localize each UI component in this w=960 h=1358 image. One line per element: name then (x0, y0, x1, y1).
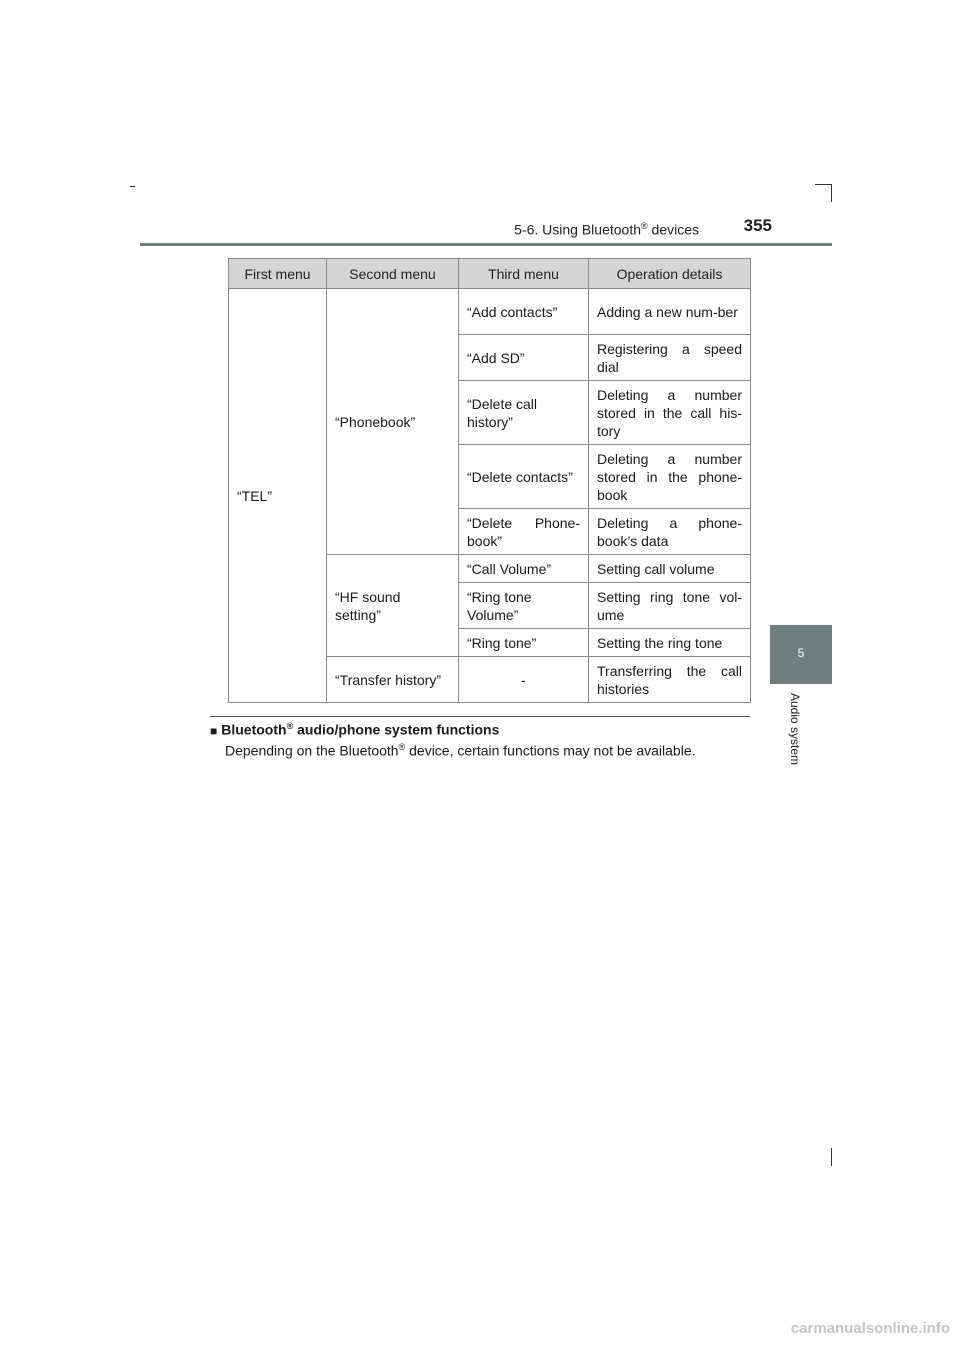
operation-details-cell: Adding a new num-ber (589, 289, 751, 335)
table-header-row (229, 259, 751, 289)
third-menu-cell: “Delete call history” (459, 381, 589, 445)
section-title-text: 5-6. Using Bluetooth (514, 221, 641, 238)
operation-details-cell: Setting call volume (589, 555, 751, 583)
crop-mark-top-right-vertical (831, 184, 832, 202)
section-divider (210, 716, 750, 717)
second-menu-cell: “Transfer history” (327, 657, 459, 703)
menu-table (228, 258, 751, 703)
section-heading (210, 721, 499, 738)
third-menu-cell: “Call Volume” (459, 555, 589, 583)
second-menu-cell: “HF sound setting” (327, 555, 459, 657)
header-first-menu: First menu (229, 259, 327, 289)
operation-details-cell: Transferring the call histories (589, 657, 751, 703)
operation-details-cell: Setting the ring tone (589, 629, 751, 657)
section-body-text: Depending on the Bluetooth (225, 742, 399, 759)
registered-mark: ® (641, 221, 648, 231)
header-third-menu: Third menu (459, 259, 589, 289)
table-row (229, 289, 751, 335)
chapter-tab (770, 625, 832, 684)
crop-mark-dash (130, 186, 135, 187)
operation-details-cell: Setting ring tone vol-ume (589, 583, 751, 629)
header-second-menu: Second menu (327, 259, 459, 289)
section-body-suffix: device, certain functions may not be available. (405, 742, 696, 759)
second-menu-cell: “Phonebook” (327, 289, 459, 555)
crop-mark-bottom-right (831, 1148, 832, 1166)
section-heading-suffix: audio/phone system functions (293, 721, 500, 738)
operation-details-cell: Deleting a number stored in the call his-tory (589, 381, 751, 445)
chapter-number: 5 (797, 646, 805, 660)
third-menu-cell: “Ring tone Volume” (459, 583, 589, 629)
third-menu-cell: “Delete Phone-book” (459, 509, 589, 555)
first-menu-cell: “TEL” (229, 289, 327, 703)
third-menu-cell: “Delete contacts” (459, 445, 589, 509)
third-menu-cell: “Add contacts” (459, 289, 589, 335)
chapter-label: Audio system (788, 693, 802, 766)
third-menu-cell: - (459, 657, 589, 703)
operation-details-cell: Registering a speed dial (589, 335, 751, 381)
third-menu-cell: “Add SD” (459, 335, 589, 381)
header-operation-details: Operation details (589, 259, 751, 289)
registered-mark: ® (286, 721, 294, 731)
watermark: carmanualsonline.info (790, 1320, 950, 1337)
operation-details-cell: Deleting a number stored in the phone-book (589, 445, 751, 509)
header-divider (140, 243, 832, 246)
section-title (514, 221, 699, 238)
registered-mark: ® (398, 742, 406, 752)
section-body (225, 742, 696, 759)
section-heading-text: Bluetooth (221, 721, 287, 738)
section-title-suffix: devices (647, 221, 699, 238)
page-header (140, 212, 832, 246)
square-bullet-icon: ■ (210, 723, 218, 738)
third-menu-cell: “Ring tone” (459, 629, 589, 657)
page-number: 355 (743, 216, 772, 235)
operation-details-cell: Deleting a phone-book’s data (589, 509, 751, 555)
crop-mark-top-right (815, 184, 832, 185)
